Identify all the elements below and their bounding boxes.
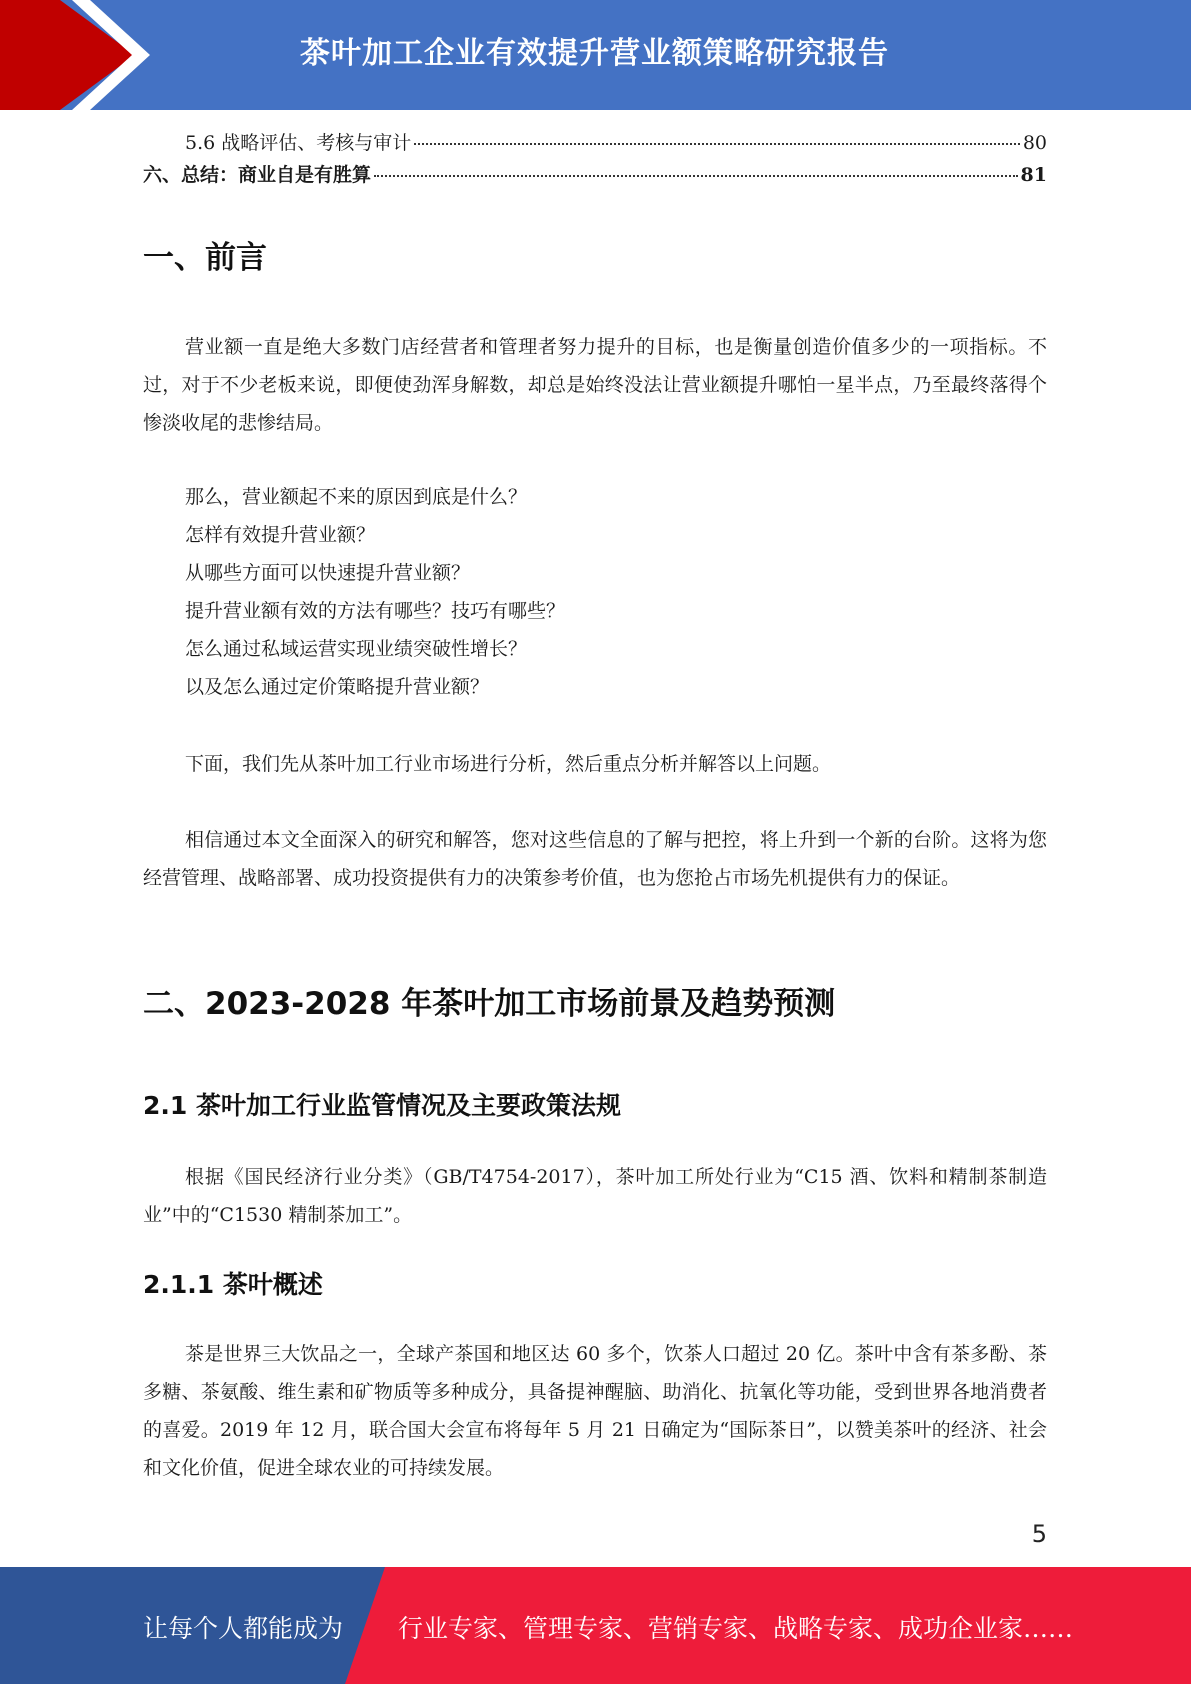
paragraph: 下面，我们先从茶叶加工行业市场进行分析，然后重点分析并解答以上问题。: [185, 753, 832, 775]
question-item: 怎么通过私域运营实现业绩突破性增长？: [185, 638, 528, 660]
question-item: 怎样有效提升营业额？: [185, 524, 376, 546]
subsection-heading-tea-overview: 2.1.1 茶叶概述: [143, 1270, 323, 1299]
toc-entry-page: 80: [1022, 132, 1047, 154]
question-item: 提升营业额有效的方法有哪些？技巧有哪些？: [185, 600, 566, 622]
toc-dot-leader: [414, 143, 1020, 145]
subsection-heading-regulation: 2.1 茶叶加工行业监管情况及主要政策法规: [143, 1091, 621, 1120]
paragraph: 根据《国民经济行业分类》（GB/T4754-2017），茶叶加工所处行业为“C15 酒、饮料和精制茶制造业”中的“C1530 精制茶加工”。: [143, 1166, 1047, 1226]
page-number: 5: [1031, 1520, 1047, 1548]
header-red-chevron: [0, 0, 135, 110]
question-list: [185, 478, 565, 706]
toc-entry[interactable]: [143, 160, 1047, 192]
toc-dot-leader: [374, 175, 1018, 177]
page-footer: [0, 1567, 1191, 1684]
question-item: 从哪些方面可以快速提升营业额？: [185, 562, 471, 584]
footer-slogan-left: 让每个人都能成为: [143, 1614, 344, 1643]
header-title: 茶叶加工企业有效提升营业额策略研究报告: [300, 36, 889, 71]
section-heading-market-outlook: 二、2023-2028 年茶叶加工市场前景及趋势预测: [143, 986, 836, 1022]
toc-entry-title: 5.6 战略评估、考核与审计: [185, 132, 412, 154]
question-item: 那么，营业额起不来的原因到底是什么？: [185, 486, 528, 508]
question-item: 以及怎么通过定价策略提升营业额？: [185, 676, 490, 698]
footer-slogan-right: 行业专家、管理专家、营销专家、战略专家、成功企业家……: [398, 1614, 1074, 1643]
toc-entry-page: 81: [1020, 164, 1047, 186]
toc-entry[interactable]: [143, 128, 1047, 160]
table-of-contents: [143, 128, 1047, 192]
section-heading-preface: 一、前言: [143, 240, 267, 276]
paragraph: 营业额一直是绝大多数门店经营者和管理者努力提升的目标，也是衡量创造价值多少的一项指标。不过，对于不少老板来说，即便使劲浑身解数，却总是始终没法让营业额提升哪怕一星半点，乃至最终落得个惨淡收尾的悲惨结局。: [143, 336, 1047, 434]
page-header: [0, 0, 1191, 110]
toc-entry-title: 六、总结：商业自是有胜算: [143, 164, 372, 186]
paragraph: 相信通过本文全面深入的研究和解答，您对这些信息的了解与把控，将上升到一个新的台阶。这将为您经营管理、战略部署、成功投资提供有力的决策参考价值，也为您抢占市场先机提供有力的保证。: [143, 829, 1047, 889]
paragraph: 茶是世界三大饮品之一，全球产茶国和地区达 60 多个，饮茶人口超过 20 亿。茶叶中含有茶多酚、茶多糖、茶氨酸、维生素和矿物质等多种成分，具备提神醒脑、助消化、抗氧化等功能，受到世界各地消费者的喜爱。2019 年 12 月，联合国大会宣布将每年 5 月 21 日确定为“国际茶日”，以赞美茶叶的经济、社会和文化价值，促进全球农业的可持续发展。: [143, 1343, 1047, 1479]
